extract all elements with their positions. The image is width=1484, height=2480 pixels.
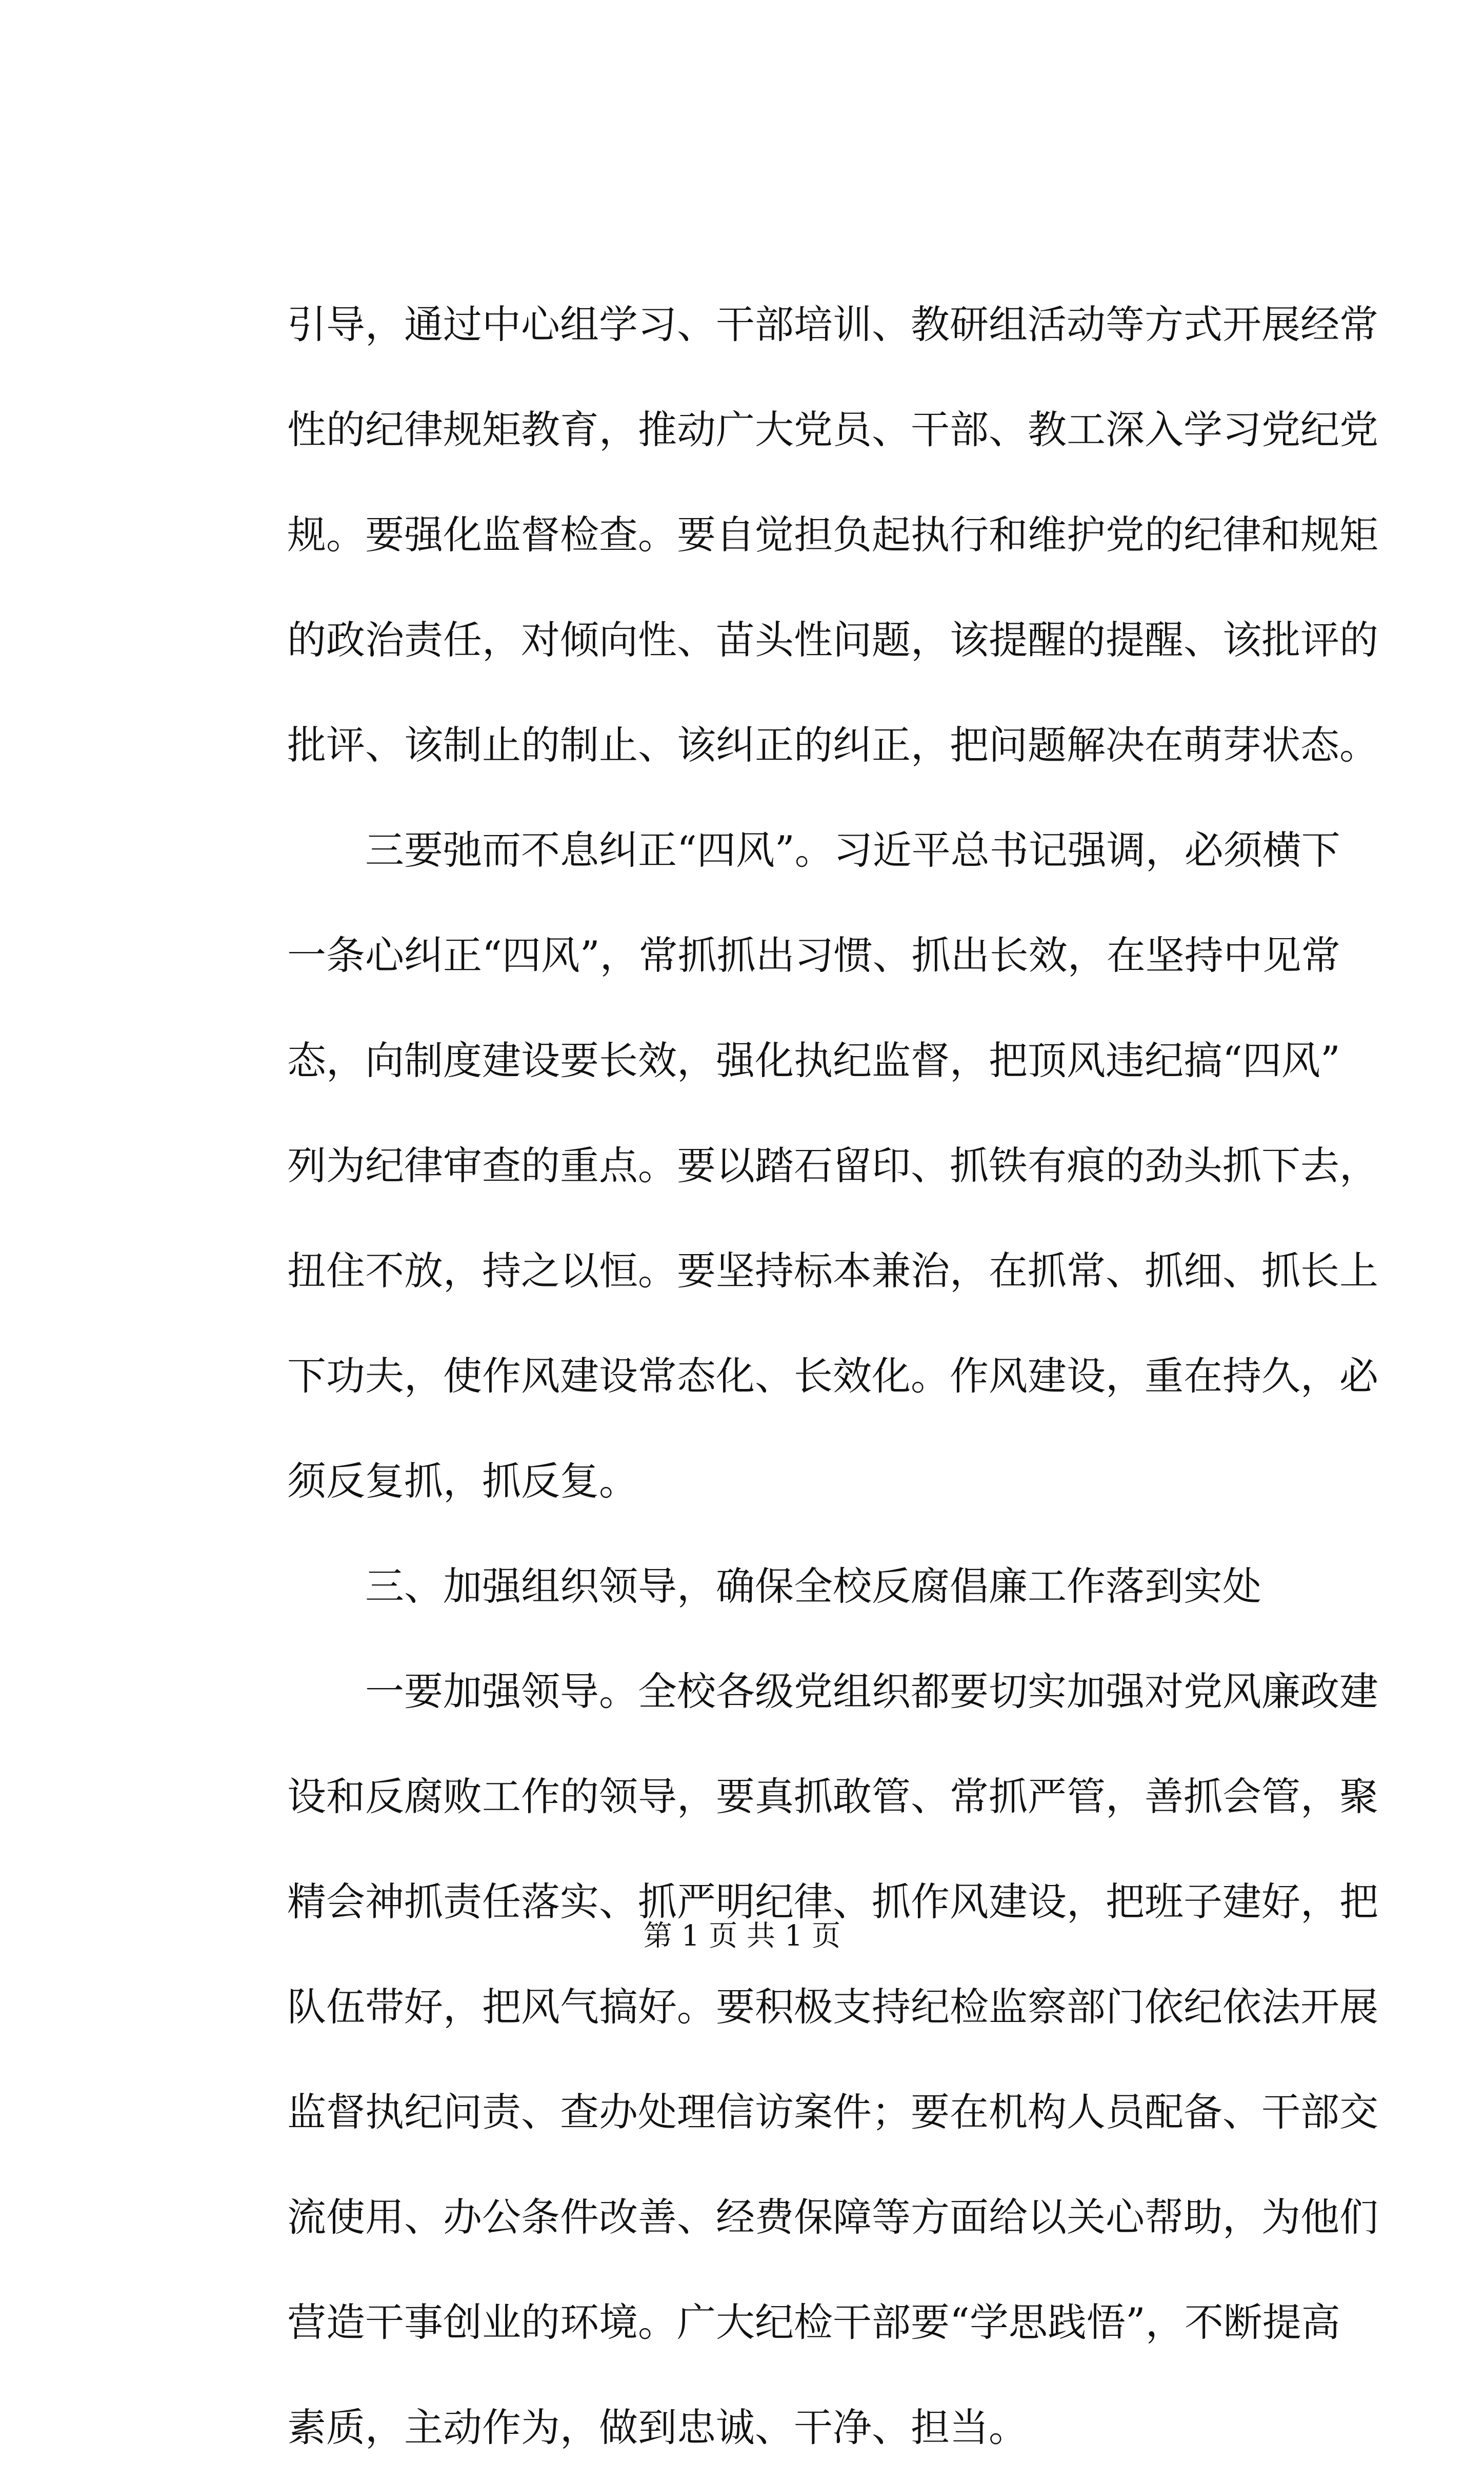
text-line: 设和反腐败工作的领导，要真抓敢管、常抓严管，善抓会管，聚 <box>287 1774 1378 1819</box>
text-line: 扭住不放，持之以恒。要坚持标本兼治，在抓常、抓细、抓长上 <box>287 1248 1378 1294</box>
section-heading: 三、加强组织领导，确保全校反腐倡廉工作落到实处 <box>287 1563 1261 1609</box>
text-line: 须反复抓，抓反复。 <box>287 1458 638 1504</box>
text-line: 批评、该制止的制止、该纠正的纠正，把问题解决在萌芽状态。 <box>287 722 1378 768</box>
text-line: 的政治责任，对倾向性、苗头性问题，该提醒的提醒、该批评的 <box>287 617 1378 663</box>
text-line: 下功夫，使作风建设常态化、长效化。作风建设，重在持久，必 <box>287 1353 1378 1399</box>
text-line: 队伍带好，把风气搞好。要积极支持纪检监察部门依纪依法开展 <box>287 1984 1378 2030</box>
text-line: 引导，通过中心组学习、干部培训、教研组活动等方式开展经常 <box>287 302 1378 347</box>
text-line: 一条心纠正“四风”，常抓抓出习惯、抓出长效，在坚持中见常 <box>287 933 1340 978</box>
text-line: 态，向制度建设要长效，强化执纪监督，把顶风违纪搞“四风” <box>287 1038 1340 1083</box>
text-line: 精会神抓责任落实、抓严明纪律、抓作风建设，把班子建好，把 <box>287 1879 1378 1925</box>
text-line: 素质，主动作为，做到忠诚、干净、担当。 <box>287 2405 1028 2450</box>
text-line: 三要弛而不息纠正“四风”。习近平总书记强调，必须横下 <box>287 827 1340 873</box>
text-line: 监督执纪问责、查办处理信访案件；要在机构人员配备、干部交 <box>287 2089 1378 2135</box>
text-line: 规。要强化监督检查。要自觉担负起执行和维护党的纪律和规矩 <box>287 512 1378 558</box>
text-line: 列为纪律审查的重点。要以踏石留印、抓铁有痕的劲头抓下去， <box>287 1143 1378 1188</box>
page-number: 第 1 页 共 1 页 <box>643 1919 841 1953</box>
body-text <box>287 272 1378 2480</box>
page-footer <box>0 1916 1484 1957</box>
text-line: 一要加强领导。全校各级党组织都要切实加强对党风廉政建 <box>287 1669 1378 1714</box>
text-line: 性的纪律规矩教育，推动广大党员、干部、教工深入学习党纪党 <box>287 407 1378 452</box>
text-line: 流使用、办公条件改善、经费保障等方面给以关心帮助，为他们 <box>287 2194 1378 2240</box>
text-line: 营造干事创业的环境。广大纪检干部要“学思践悟”，不断提高 <box>287 2299 1340 2345</box>
